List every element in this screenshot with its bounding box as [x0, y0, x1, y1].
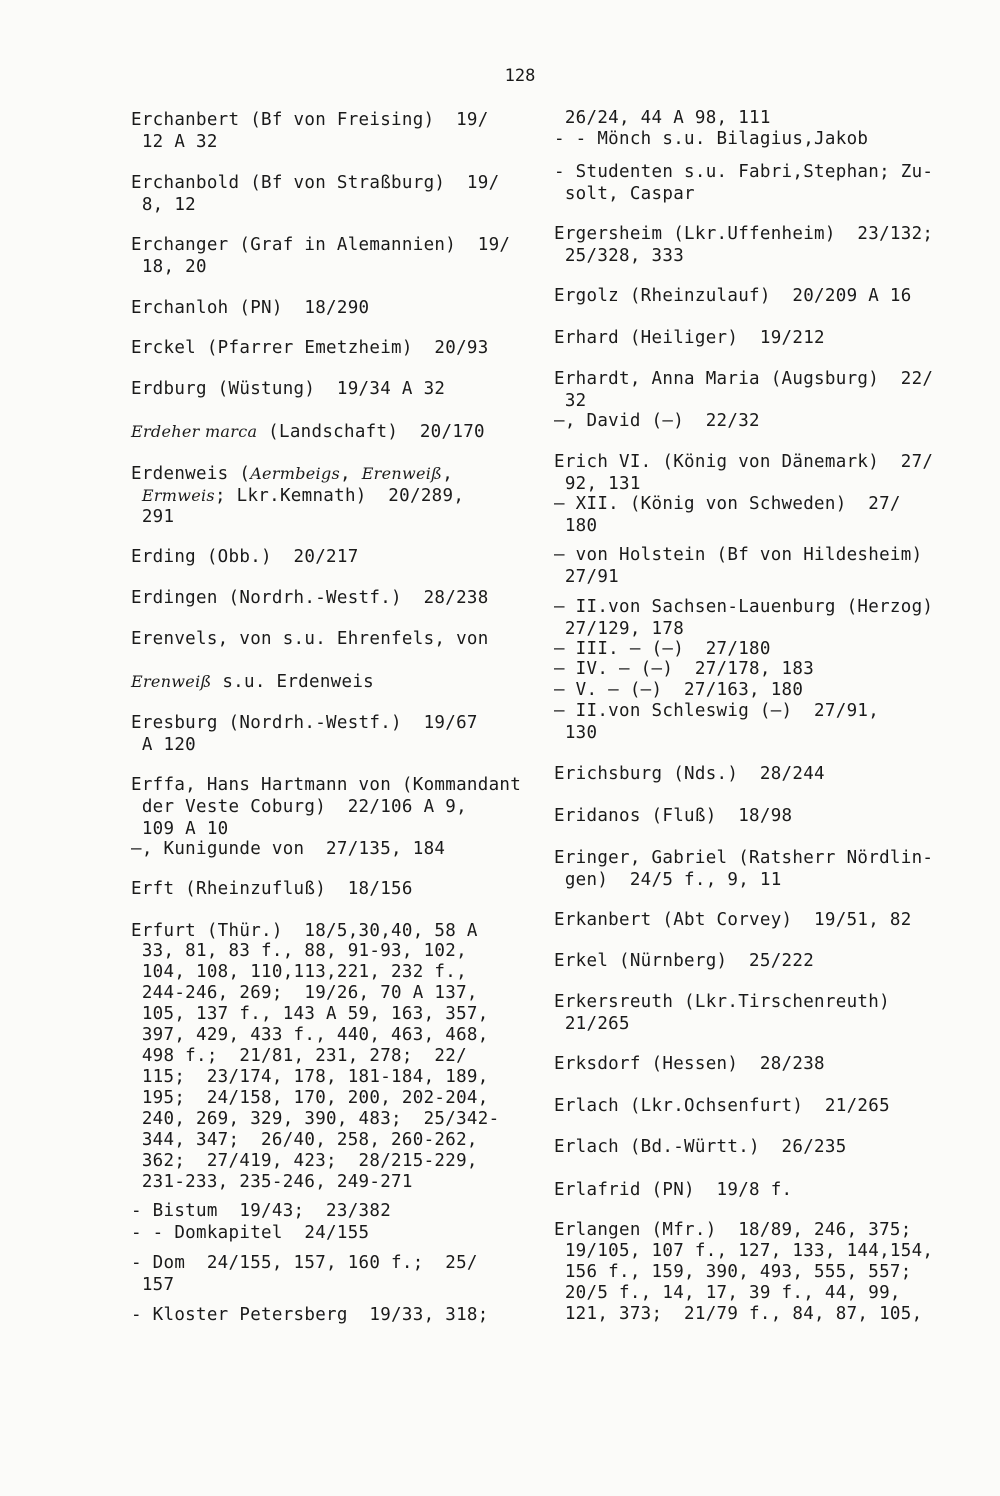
index-line: 105, 137 f., 143 A 59, 163, 357,: [131, 1004, 489, 1024]
page-number: 128: [504, 66, 536, 86]
index-line: Ergolz (Rheinzulauf) 20/209 A 16: [554, 286, 912, 306]
index-line: — IV. — (—) 27/178, 183: [554, 659, 815, 679]
text-segment: s.u. Erdenweis: [211, 672, 375, 692]
index-line: Erchanger (Graf in Alemannien) 19/: [131, 235, 511, 255]
index-line: Erft (Rheinzufluß) 18/156: [131, 879, 413, 899]
index-line: — von Holstein (Bf von Hildesheim): [554, 545, 923, 565]
index-line: —, David (—) 22/32: [554, 411, 760, 431]
index-line: — II.von Sachsen-Lauenburg (Herzog): [554, 597, 934, 617]
index-line: Erlangen (Mfr.) 18/89, 246, 375;: [554, 1220, 912, 1240]
index-line: - Dom 24/155, 157, 160 f.; 25/: [131, 1253, 478, 1273]
index-line: Erchanbert (Bf von Freising) 19/: [131, 110, 489, 130]
index-line: Erkanbert (Abt Corvey) 19/51, 82: [554, 910, 912, 930]
index-line: Eridanos (Fluß) 18/98: [554, 806, 793, 826]
index-line: solt, Caspar: [554, 184, 695, 204]
italic-term: Erenweiß: [131, 672, 212, 691]
italic-term: Erdeher marca: [131, 422, 258, 441]
index-line: 33, 81, 83 f., 88, 91-93, 102,: [131, 941, 467, 961]
index-line: Erding (Obb.) 20/217: [131, 547, 359, 567]
index-line: gen) 24/5 f., 9, 11: [554, 870, 782, 890]
index-line: 25/328, 333: [554, 246, 685, 266]
index-line: Erfurt (Thür.) 18/5,30,40, 58 A: [131, 921, 478, 941]
italic-term: Erenweiß: [361, 464, 443, 483]
index-line: Erkel (Nürnberg) 25/222: [554, 951, 815, 971]
index-line: 498 f.; 21/81, 231, 278; 22/: [131, 1046, 467, 1066]
index-line: 180: [554, 516, 598, 536]
index-line: - Bistum 19/43; 23/382: [131, 1201, 392, 1221]
index-line: [131, 485, 464, 507]
index-line: Eresburg (Nordrh.-Westf.) 19/67: [131, 713, 478, 733]
index-line: - Kloster Petersberg 19/33, 318;: [131, 1305, 489, 1325]
index-line: Ergersheim (Lkr.Uffenheim) 23/132;: [554, 224, 934, 244]
index-line: Erhard (Heiliger) 19/212: [554, 328, 825, 348]
text-segment: (Landschaft) 20/170: [257, 422, 485, 442]
index-line: —, Kunigunde von 27/135, 184: [131, 839, 446, 859]
index-line: 21/265: [554, 1014, 630, 1034]
index-line: Erchanloh (PN) 18/290: [131, 298, 370, 318]
index-line: Erffa, Hans Hartmann von (Kommandant: [131, 775, 522, 795]
index-line: 109 A 10: [131, 819, 229, 839]
index-line: [131, 421, 485, 443]
index-line: Erhardt, Anna Maria (Augsburg) 22/: [554, 369, 934, 389]
index-line: Erckel (Pfarrer Emetzheim) 20/93: [131, 338, 489, 358]
index-line: Erdburg (Wüstung) 19/34 A 32: [131, 379, 446, 399]
index-line: Eringer, Gabriel (Ratsherr Nördlin-: [554, 848, 934, 868]
index-line: 18, 20: [131, 257, 207, 277]
index-line: der Veste Coburg) 22/106 A 9,: [131, 797, 467, 817]
index-line: 8, 12: [131, 195, 197, 215]
index-line: 291: [131, 507, 175, 527]
index-line: 12 A 32: [131, 132, 218, 152]
index-line: 244-246, 269; 19/26, 70 A 137,: [131, 983, 478, 1003]
index-line: Erkersreuth (Lkr.Tirschenreuth): [554, 992, 890, 1012]
italic-term: Aermbeigs: [250, 464, 341, 483]
index-line: 240, 269, 329, 390, 483; 25/342-: [131, 1109, 500, 1129]
index-line: [131, 463, 453, 485]
index-line: 231-233, 235-246, 249-271: [131, 1172, 413, 1192]
index-line: — V. — (—) 27/163, 180: [554, 680, 804, 700]
index-line: — II.von Schleswig (—) 27/91,: [554, 701, 880, 721]
index-line: 195; 24/158, 170, 200, 202-204,: [131, 1088, 489, 1108]
index-line: 20/5 f., 14, 17, 39 f., 44, 99,: [554, 1283, 901, 1303]
index-line: Erichsburg (Nds.) 28/244: [554, 764, 825, 784]
index-line: 92, 131: [554, 474, 641, 494]
index-line: A 120: [131, 735, 197, 755]
index-line: 104, 108, 110,113,221, 232 f.,: [131, 962, 467, 982]
text-segment: ,: [340, 464, 362, 484]
index-line: - - Domkapitel 24/155: [131, 1223, 370, 1243]
index-line: Erich VI. (König von Dänemark) 27/: [554, 452, 934, 472]
index-line: 27/129, 178: [554, 619, 685, 639]
text-segment: ,: [442, 464, 454, 484]
text-segment: [131, 486, 142, 506]
index-line: - Studenten s.u. Fabri,Stephan; Zu-: [554, 162, 934, 182]
index-line: 121, 373; 21/79 f., 84, 87, 105,: [554, 1304, 923, 1324]
index-line: 157: [131, 1275, 175, 1295]
index-line: - - Mönch s.u. Bilagius,Jakob: [554, 129, 869, 149]
index-line: Erchanbold (Bf von Straßburg) 19/: [131, 173, 500, 193]
index-line: 27/91: [554, 567, 620, 587]
text-segment: Erdenweis (: [131, 464, 251, 484]
index-line: 344, 347; 26/40, 258, 260-262,: [131, 1130, 478, 1150]
index-line: 32: [554, 391, 587, 411]
index-line: Erlafrid (PN) 19/8 f.: [554, 1180, 793, 1200]
index-line: — III. — (—) 27/180: [554, 639, 771, 659]
index-line: Erdingen (Nordrh.-Westf.) 28/238: [131, 588, 489, 608]
index-line: — XII. (König von Schweden) 27/: [554, 494, 901, 514]
index-line: 362; 27/419, 423; 28/215-229,: [131, 1151, 478, 1171]
index-line: 115; 23/174, 178, 181-184, 189,: [131, 1067, 489, 1087]
index-line: 156 f., 159, 390, 493, 555, 557;: [554, 1262, 912, 1282]
index-line: 19/105, 107 f., 127, 133, 144,154,: [554, 1241, 934, 1261]
index-line: Erksdorf (Hessen) 28/238: [554, 1054, 825, 1074]
text-segment: ; Lkr.Kemnath) 20/289,: [214, 486, 465, 506]
index-line: 26/24, 44 A 98, 111: [554, 108, 771, 128]
index-line: [131, 671, 374, 693]
italic-term: Ermweis: [141, 486, 215, 505]
index-line: Erlach (Bd.-Württ.) 26/235: [554, 1137, 847, 1157]
index-line: 397, 429, 433 f., 440, 463, 468,: [131, 1025, 489, 1045]
index-line: Erlach (Lkr.Ochsenfurt) 21/265: [554, 1096, 890, 1116]
index-line: 130: [554, 723, 598, 743]
index-line: Erenvels, von s.u. Ehrenfels, von: [131, 629, 489, 649]
